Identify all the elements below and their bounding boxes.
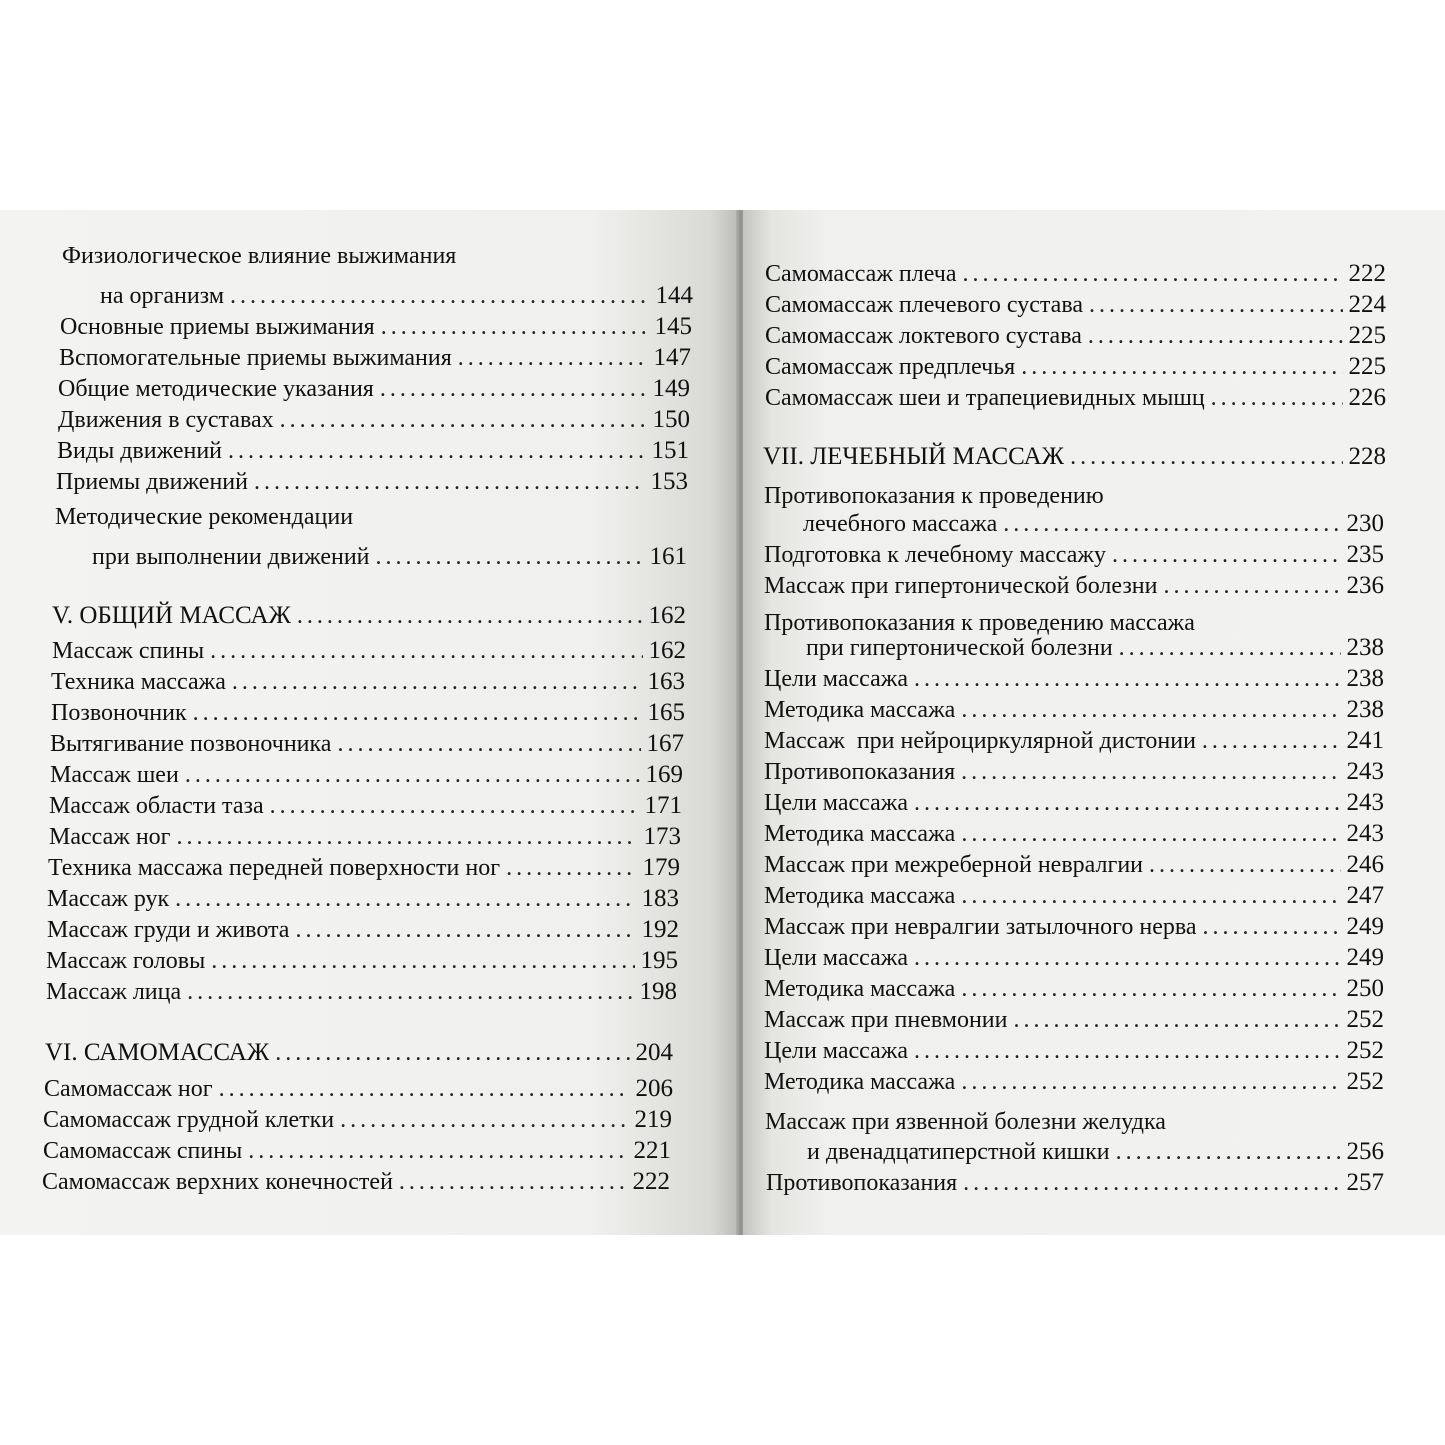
toc-entry-title: Массаж при язвенной болезни желудка	[765, 1109, 1166, 1135]
toc-entry-title: VII. ЛЕЧЕБНЫЙ МАССАЖ	[763, 443, 1065, 470]
dot-leader	[458, 345, 648, 372]
toc-entry	[50, 730, 684, 758]
toc-page-number: 236	[1346, 572, 1384, 599]
right-page	[743, 210, 1445, 1235]
toc-entry-title: Приемы движений	[56, 469, 248, 495]
toc-entry	[43, 1106, 672, 1134]
toc-entry	[764, 1037, 1384, 1065]
toc-entry-title: и двенадцатиперстной кишки	[807, 1139, 1110, 1165]
dot-leader	[1119, 635, 1341, 662]
toc-entry	[59, 344, 691, 372]
toc-entry	[764, 1006, 1384, 1034]
dot-leader	[961, 976, 1340, 1003]
toc-entry	[49, 792, 682, 820]
toc-page-number: 149	[652, 375, 690, 402]
toc-page-number: 228	[1348, 443, 1386, 470]
dot-leader	[914, 790, 1341, 817]
toc-page-number: 246	[1346, 851, 1384, 878]
toc-entry-title: Противопоказания	[766, 1170, 958, 1196]
toc-entry	[48, 854, 680, 882]
toc-page-number: 183	[641, 885, 679, 912]
toc-page-number: 252	[1346, 1006, 1384, 1033]
toc-entry-title: Цели массажа	[764, 1038, 908, 1064]
toc-page-number: 192	[641, 916, 679, 943]
dot-leader	[961, 883, 1340, 910]
dot-leader	[1203, 914, 1341, 941]
book-spread	[0, 210, 1445, 1235]
toc-entry-title: VI. САМОМАССАЖ	[45, 1039, 270, 1066]
dot-leader	[1112, 542, 1341, 569]
toc-page-number: 161	[649, 543, 687, 570]
toc-entry	[46, 978, 677, 1006]
toc-entry	[766, 1169, 1384, 1197]
dot-leader	[1211, 385, 1343, 412]
toc-page-number: 226	[1348, 384, 1386, 411]
toc-page-number: 145	[654, 313, 692, 340]
toc-page-number: 250	[1346, 975, 1384, 1002]
dot-leader	[230, 283, 649, 310]
dot-leader	[280, 407, 647, 434]
dot-leader	[376, 544, 644, 571]
dot-leader	[399, 1169, 627, 1196]
toc-entry	[765, 291, 1386, 319]
toc-section-heading	[45, 1039, 673, 1067]
toc-entry	[51, 699, 685, 727]
toc-entry-title: Методика массажа	[764, 976, 956, 1002]
toc-entry	[46, 947, 678, 975]
toc-page-number: 163	[647, 668, 685, 695]
dot-leader	[1202, 728, 1341, 755]
toc-page-number: 238	[1346, 665, 1384, 692]
dot-leader	[211, 948, 634, 975]
toc-entry	[764, 944, 1384, 972]
toc-page-number: 235	[1346, 541, 1384, 568]
toc-entry-title: лечебного массажа	[803, 511, 998, 537]
dot-leader	[1014, 1007, 1341, 1034]
toc-entry	[764, 882, 1384, 910]
toc-page-number: 225	[1348, 322, 1386, 349]
toc-entry-title: Техника массажа	[51, 669, 226, 695]
toc-entry	[764, 789, 1384, 817]
dot-leader	[187, 979, 633, 1006]
toc-entry-title: Самомассаж шеи и трапециевидных мышц	[765, 385, 1205, 411]
toc-entry	[58, 375, 690, 403]
toc-entry	[803, 510, 1384, 538]
toc-entry	[764, 913, 1384, 941]
dot-leader	[219, 1076, 630, 1103]
toc-page-number: 144	[655, 282, 693, 309]
toc-entry-title: Самомассаж плеча	[765, 261, 957, 287]
toc-entry	[807, 1138, 1384, 1166]
toc-page-number: 249	[1346, 944, 1384, 971]
toc-page-number: 153	[650, 468, 688, 495]
toc-entry-title: Методика массажа	[764, 883, 956, 909]
toc-entry-title: Самомассаж локтевого сустава	[765, 323, 1082, 349]
toc-entry-title: Цели массажа	[764, 666, 908, 692]
toc-entry	[44, 1075, 673, 1103]
dot-leader	[340, 1107, 628, 1134]
toc-entry-title: Противопоказания	[764, 759, 956, 785]
dot-leader	[1070, 444, 1342, 471]
toc-page-number: 204	[635, 1039, 673, 1066]
toc-entry-title: при гипертонической болезни	[806, 635, 1113, 661]
toc-entry	[42, 1168, 670, 1196]
toc-page-number: 230	[1346, 510, 1384, 537]
toc-entry-title: Вытягивание позвоночника	[50, 731, 332, 757]
toc-entry-title: Самомассаж спины	[43, 1138, 243, 1164]
toc-entry-title: Массаж лица	[46, 979, 182, 1005]
dot-leader	[381, 314, 649, 341]
dot-leader	[961, 821, 1340, 848]
toc-entry	[43, 1137, 671, 1165]
toc-page-number: 147	[653, 344, 691, 371]
toc-entry-title: Общие методические указания	[58, 376, 374, 402]
toc-entry	[57, 437, 689, 465]
toc-entry-title: Цели массажа	[764, 790, 908, 816]
dot-leader	[175, 886, 635, 913]
toc-entry-title: Самомассаж верхних конечностей	[42, 1169, 393, 1195]
toc-entry-title: Основные приемы выжимания	[60, 314, 375, 340]
toc-page-number: 222	[632, 1168, 670, 1195]
toc-entry-title: Методика массажа	[764, 1069, 956, 1095]
toc-page-number: 241	[1346, 727, 1384, 754]
toc-page-number: 249	[1346, 913, 1384, 940]
dot-leader	[1003, 511, 1340, 538]
toc-page-number: 257	[1346, 1169, 1384, 1196]
left-page	[0, 210, 740, 1235]
toc-entry-title: Позвоночник	[51, 700, 187, 726]
toc-entry-title: Противопоказания к проведению	[764, 483, 1104, 509]
toc-entry	[92, 543, 687, 571]
toc-page-number: 225	[1348, 353, 1386, 380]
toc-entry-title: Вспомогательные приемы выжимания	[59, 345, 452, 371]
toc-entry	[765, 322, 1386, 350]
dot-leader	[248, 1138, 627, 1165]
toc-page-number: 238	[1346, 696, 1384, 723]
toc-entry-title: на организм	[100, 283, 225, 309]
toc-page-number: 256	[1346, 1138, 1384, 1165]
toc-entry	[60, 313, 692, 341]
toc-entry	[47, 916, 679, 944]
toc-page-number: 206	[635, 1075, 673, 1102]
toc-page-number: 222	[1348, 260, 1386, 287]
dot-leader	[1089, 292, 1343, 319]
toc-page-number: 173	[643, 823, 681, 850]
dot-leader	[961, 759, 1340, 786]
toc-entry-title: Массаж рук	[47, 886, 170, 912]
dot-leader	[963, 1170, 1340, 1197]
toc-entry	[50, 761, 683, 789]
toc-entry-title: Движения в суставах	[58, 407, 274, 433]
toc-entry-title: Самомассаж грудной клетки	[43, 1107, 335, 1133]
dot-leader	[185, 762, 640, 789]
toc-entry-title: при выполнении движений	[92, 544, 370, 570]
toc-entry	[56, 468, 688, 496]
toc-entry	[806, 634, 1384, 662]
toc-page-number: 247	[1346, 882, 1384, 909]
toc-entry-title: Массаж груди и живота	[47, 917, 290, 943]
toc-entry-title: Самомассаж предплечья	[765, 354, 1016, 380]
toc-entry-title: Противопоказания к проведению массажа	[764, 610, 1195, 636]
toc-entry-title: Техника массажа передней поверхности ног	[48, 855, 501, 881]
toc-page-number: 243	[1346, 820, 1384, 847]
toc-section-heading	[52, 602, 686, 630]
toc-entry-title: Массаж области таза	[49, 793, 264, 819]
toc-page-number: 169	[645, 761, 683, 788]
toc-entry-title: Массаж при нейроциркулярной дистонии	[764, 728, 1196, 754]
dot-leader	[1088, 323, 1343, 350]
toc-entry	[58, 406, 690, 434]
toc-entry-title: Массаж при гипертонической болезни	[764, 573, 1158, 599]
toc-page-number: 224	[1348, 291, 1386, 318]
toc-entry	[764, 665, 1384, 693]
dot-leader	[963, 261, 1343, 288]
toc-entry	[764, 696, 1384, 724]
toc-entry-title: Самомассаж плечевого сустава	[765, 292, 1083, 318]
toc-entry	[764, 758, 1384, 786]
dot-leader	[270, 793, 639, 820]
toc-page-number: 165	[647, 699, 685, 726]
dot-leader	[1021, 354, 1342, 381]
toc-entry	[51, 668, 685, 696]
dot-leader	[275, 1040, 629, 1067]
toc-entry-title: V. ОБЩИЙ МАССАЖ	[52, 602, 291, 629]
toc-page-number: 151	[651, 437, 689, 464]
toc-section-heading	[763, 443, 1386, 471]
dot-leader	[193, 700, 642, 727]
dot-leader	[961, 697, 1340, 724]
toc-entry-title: Методика массажа	[764, 697, 956, 723]
toc-page-number: 243	[1346, 758, 1384, 785]
dot-leader	[295, 917, 635, 944]
toc-entry	[764, 541, 1384, 569]
toc-entry-title: Массаж шеи	[50, 762, 179, 788]
toc-page-number: 219	[634, 1106, 672, 1133]
toc-entry-title: Массаж при пневмонии	[764, 1007, 1008, 1033]
toc-page-number: 195	[640, 947, 678, 974]
toc-page-number: 221	[633, 1137, 671, 1164]
dot-leader	[210, 638, 642, 665]
toc-entry	[764, 820, 1384, 848]
toc-entry-title: Виды движений	[57, 438, 223, 464]
toc-entry	[765, 353, 1386, 381]
toc-entry-title: Методические рекомендации	[55, 504, 354, 530]
toc-entry	[764, 975, 1384, 1003]
dot-leader	[232, 669, 642, 696]
dot-leader	[1163, 573, 1340, 600]
toc-entry	[49, 823, 681, 851]
dot-leader	[337, 731, 640, 758]
dot-leader	[177, 824, 638, 851]
toc-page-number: 238	[1346, 634, 1384, 661]
toc-entry	[765, 384, 1386, 412]
toc-entry-title: Массаж при невралгии затылочного нерва	[764, 914, 1197, 940]
toc-entry-title: Физиологическое влияние выжимания	[62, 243, 457, 269]
dot-leader	[380, 376, 647, 403]
toc-page-number: 252	[1346, 1068, 1384, 1095]
dot-leader	[914, 666, 1341, 693]
dot-leader	[254, 469, 645, 496]
dot-leader	[914, 1038, 1341, 1065]
dot-leader	[228, 438, 645, 465]
toc-entry-title: Массаж ног	[49, 824, 171, 850]
toc-page-number: 243	[1346, 789, 1384, 816]
toc-entry-title: Массаж спины	[52, 638, 205, 664]
toc-entry	[764, 851, 1384, 879]
dot-leader	[1149, 852, 1340, 879]
toc-entry-title: Самомассаж ног	[44, 1076, 213, 1102]
toc-entry	[764, 727, 1384, 755]
toc-entry-title: Подготовка к лечебному массажу	[764, 542, 1106, 568]
dot-leader	[297, 603, 643, 630]
toc-entry-title: Цели массажа	[764, 945, 908, 971]
toc-entry	[47, 885, 679, 913]
toc-entry	[765, 260, 1386, 288]
toc-entry	[764, 1068, 1384, 1096]
toc-page-number: 252	[1346, 1037, 1384, 1064]
toc-entry-title: Массаж при межреберной невралгии	[764, 852, 1144, 878]
toc-entry-title: Методика массажа	[764, 821, 956, 847]
dot-leader	[506, 855, 636, 882]
toc-page-number: 162	[648, 602, 686, 629]
toc-page-number: 171	[644, 792, 682, 819]
toc-entry	[52, 637, 686, 665]
toc-entry	[100, 282, 693, 310]
dot-leader	[961, 1069, 1340, 1096]
toc-page-number: 162	[648, 637, 686, 664]
toc-entry	[764, 572, 1384, 600]
toc-entry-title: Массаж головы	[46, 948, 206, 974]
toc-page-number: 150	[652, 406, 690, 433]
dot-leader	[914, 945, 1341, 972]
toc-page-number: 167	[646, 730, 684, 757]
dot-leader	[1116, 1139, 1341, 1166]
toc-page-number: 198	[639, 978, 677, 1005]
toc-page-number: 179	[642, 854, 680, 881]
